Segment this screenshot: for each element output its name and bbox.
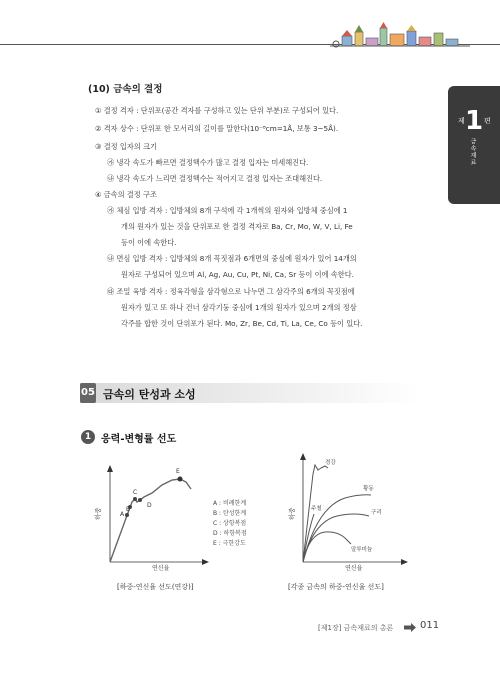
chart1-label-a: A: [120, 511, 125, 518]
bcc-line-1: ㉮ 체심 입방 격자 : 입방체의 8개 구석에 각 1개씩의 원자와 입방체 중심에 1: [107, 206, 348, 215]
chapter-side-tab: [448, 86, 500, 204]
chart1-point-e: [178, 477, 183, 482]
chart1-label-b: B: [126, 506, 131, 513]
chart2-caption: [각종 금속의 하중-연신율 선도]: [288, 583, 384, 591]
chart1-legend-a: A : 비례한계: [213, 500, 247, 507]
hcp-line-2: 원자가 있고 또 하나 건너 삼각기둥 중심에 1개의 원자가 있으며 2개의 정삼: [121, 303, 357, 312]
fcc-line-2: 원자로 구성되어 있으며 Al, Ag, Au, Cu, Pt, Ni, Ca, Sr 등이 이에 속한다.: [121, 270, 354, 279]
section-05-number: 05: [80, 383, 96, 403]
town-illustration-icon: [330, 22, 470, 50]
item-grain-size-slow: ㉯ 냉각 속도가 느리면 결정핵수는 적어지고 결정 입자는 조대해진다.: [107, 174, 323, 183]
chapter-part-suffix: 편: [484, 117, 491, 125]
chart2-x-arrow: [401, 559, 408, 565]
fcc-line-1: ㉯ 면심 입방 격자 : 입방체의 8개 꼭짓점과 6개면의 중심에 원자가 있어 14개의: [107, 254, 357, 263]
chart1-label-d: D: [147, 502, 152, 509]
chart1-y-arrow: [107, 465, 113, 472]
chart1-label-e: E: [176, 468, 180, 475]
chart1-caption: [하중-연신율 선도(연강)]: [117, 583, 194, 591]
chart1-x-arrow: [202, 559, 209, 565]
load-elongation-chart-metals: [285, 452, 410, 572]
chart2-label-copper: 구리: [371, 510, 382, 516]
footer-chapter: [제1장] 금속재료의 총론: [318, 624, 394, 632]
hcp-line-1: ㉰ 조밀 육방 격자 : 정육각형을 삼각형으로 나누면 그 삼각주의 6개의 꼭짓점에: [107, 287, 355, 296]
stress-strain-chart-mild-steel: [90, 462, 210, 572]
chart1-legend-c: C : 상항복점: [213, 520, 247, 527]
chart1-point-d: [138, 498, 142, 502]
chart2-label-aluminium: 알루미늄: [351, 547, 373, 553]
chart1-legend-e: E : 극한강도: [213, 540, 246, 547]
item-crystal-structure: ④ 금속의 결정 구조: [95, 190, 157, 199]
chart2-label-cast-iron: 주철: [311, 506, 322, 512]
item-lattice-constant: ② 격자 상수 : 단위포 한 모서리의 길이를 말한다(10⁻⁸cm=1Å, 보통 3~5Å).: [95, 124, 339, 133]
chapter-part-prefix: 제: [458, 117, 465, 125]
page-number: 011: [420, 620, 440, 631]
hcp-line-3: 각주를 합한 것이 단위포가 된다. Mo, Zr, Be, Cd, Ti, La, Ce, Co 등이 있다.: [121, 319, 363, 328]
chart2-label-hard-steel: 경강: [325, 460, 336, 466]
section-10-title: (10) 금속의 결정: [88, 84, 163, 95]
chart2-xlabel: 연신율: [345, 565, 363, 572]
chart1-legend-b: B : 탄성한계: [213, 510, 247, 517]
item-grain-size: ③ 결정 입자의 크기: [95, 142, 157, 151]
bcc-line-2: 개의 원자가 있는 것을 단위포로 한 결정 격자로 Ba, Cr, Mo, W, V, Li, Fe: [121, 222, 353, 231]
chart2-y-arrow: [300, 453, 306, 460]
chart1-point-c: [133, 497, 137, 501]
arrow-right-icon: [404, 623, 416, 632]
chart1-xlabel: 연신율: [152, 565, 170, 572]
chart2-ylabel: 하중: [288, 507, 296, 520]
section-05-title: 금속의 탄성과 소성: [103, 388, 196, 401]
chart1-label-c: C: [133, 489, 138, 496]
chapter-subtitle: 금속재료: [469, 138, 476, 166]
subsection-1-badge: 1: [81, 430, 95, 444]
item-crystal-lattice: ① 결정 격자 : 단위포(공간 격자를 구성하고 있는 단위 부분)로 구성되어 있다.: [95, 106, 339, 115]
chart1-curve: [110, 479, 191, 562]
chart2-series-aluminium: [303, 532, 351, 562]
subsection-1-title: 응력-변형률 선도: [101, 434, 177, 445]
chart1-legend-d: D : 하항복점: [213, 530, 247, 537]
item-grain-size-fast: ㉮ 냉각 속도가 빠르면 결정핵수가 많고 결정 입자는 미세해진다.: [107, 158, 309, 167]
chart1-point-a: [125, 513, 129, 517]
chart1-ylabel: 하중: [94, 507, 102, 520]
bcc-line-3: 등이 이에 속한다.: [121, 238, 177, 247]
chapter-number: 1: [465, 106, 484, 136]
chart2-label-brass: 황동: [363, 486, 374, 492]
